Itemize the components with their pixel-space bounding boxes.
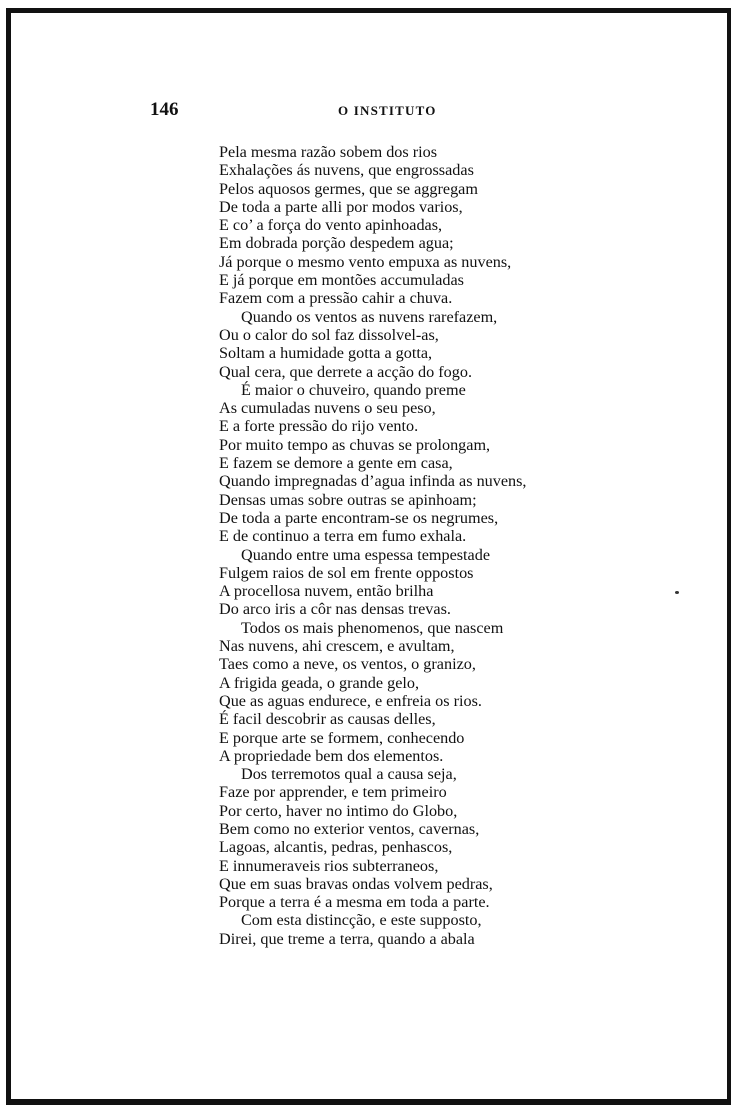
verse-line: É facil descobrir as causas delles, — [219, 710, 436, 729]
verse-line: Nas nuvens, ahi crescem, e avultam, — [219, 637, 455, 656]
verse-line: Soltam a humidade gotta a gotta, — [219, 344, 433, 363]
verse-line: Taes como a neve, os ventos, o granizo, — [219, 655, 476, 674]
poem-text — [219, 143, 579, 948]
verse-line: A propriedade bem dos elementos. — [219, 746, 444, 765]
verse-line: Ou o calor do sol faz dissolvel-as, — [219, 325, 439, 344]
verse-line: Que as aguas endurece, e enfreia os rios. — [219, 691, 482, 710]
verse-line: E innumeraveis rios subterraneos, — [219, 856, 439, 875]
verse-line: Bem como no exterior ventos, cavernas, — [219, 819, 480, 838]
verse-line: Densas umas sobre outras se apinhoam; — [219, 490, 477, 509]
verse-line: E já porque em montões accumuladas — [219, 271, 464, 290]
verse-line: Exhalações ás nuvens, que engrossadas — [219, 161, 474, 180]
verse-line: Porque a terra é a mesma em toda a parte. — [219, 893, 490, 912]
verse-line: Quando impregnadas d’agua infinda as nuvens, — [219, 472, 527, 491]
verse-line: Em dobrada porção despedem agua; — [219, 234, 454, 253]
verse-line: Pela mesma razão sobem dos rios — [219, 143, 438, 161]
page-number: 146 — [150, 99, 179, 120]
verse-line: De toda a parte encontram-se os negrumes, — [219, 508, 499, 527]
verse-line: A procellosa nuvem, então brilha — [219, 582, 434, 601]
verse-line: Direi, que treme a terra, quando a abala — [219, 929, 475, 948]
verse-line: Já porque o mesmo vento empuxa as nuvens, — [219, 252, 512, 271]
verse-line: Com esta distincção, e este supposto, — [241, 911, 482, 930]
verse-line: Que em suas bravas ondas volvem pedras, — [219, 874, 493, 893]
verse-line: E porque arte se formem, conhecendo — [219, 728, 465, 747]
verse-line: A frigida geada, o grande gelo, — [219, 673, 420, 692]
verse-line: Por muito tempo as chuvas se prolongam, — [219, 435, 491, 454]
verse-line: Quando entre uma espessa tempestade — [241, 545, 491, 564]
verse-line: Todos os mais phenomenos, que nascem — [241, 618, 504, 637]
verse-line: As cumuladas nuvens o seu peso, — [219, 399, 436, 418]
page-header — [0, 99, 731, 123]
verse-line: E a forte pressão do rijo vento. — [219, 417, 419, 436]
verse-line: Fazem com a pressão cahir a chuva. — [219, 289, 453, 308]
verse-line: De toda a parte alli por modos varios, — [219, 197, 463, 216]
verse-line: E fazem se demore a gente em casa, — [219, 454, 453, 473]
verse-line: Fulgem raios de sol em frente oppostos — [219, 563, 474, 582]
verse-line: Pelos aquosos germes, que se aggregam — [219, 179, 478, 198]
verse-line: Dos terremotos qual a causa seja, — [241, 765, 457, 784]
verse-line: Por certo, haver no intimo do Globo, — [219, 801, 458, 820]
verse-line: Faze por apprender, e tem primeiro — [219, 783, 447, 802]
verse-line: E co’ a força do vento apinhoadas, — [219, 216, 443, 235]
verse-line: Quando os ventos as nuvens rarefazem, — [241, 307, 498, 326]
print-speck — [675, 591, 679, 594]
verse-line: E de continuo a terra em fumo exhala. — [219, 527, 467, 546]
verse-line: Qual cera, que derrete a acção do fogo. — [219, 362, 473, 381]
verse-line: Lagoas, alcantis, pedras, penhascos, — [219, 838, 453, 857]
running-title: O INSTITUTO — [338, 103, 437, 118]
verse-line: Do arco iris a côr nas densas trevas. — [219, 600, 451, 619]
verse-line: É maior o chuveiro, quando preme — [241, 380, 466, 399]
